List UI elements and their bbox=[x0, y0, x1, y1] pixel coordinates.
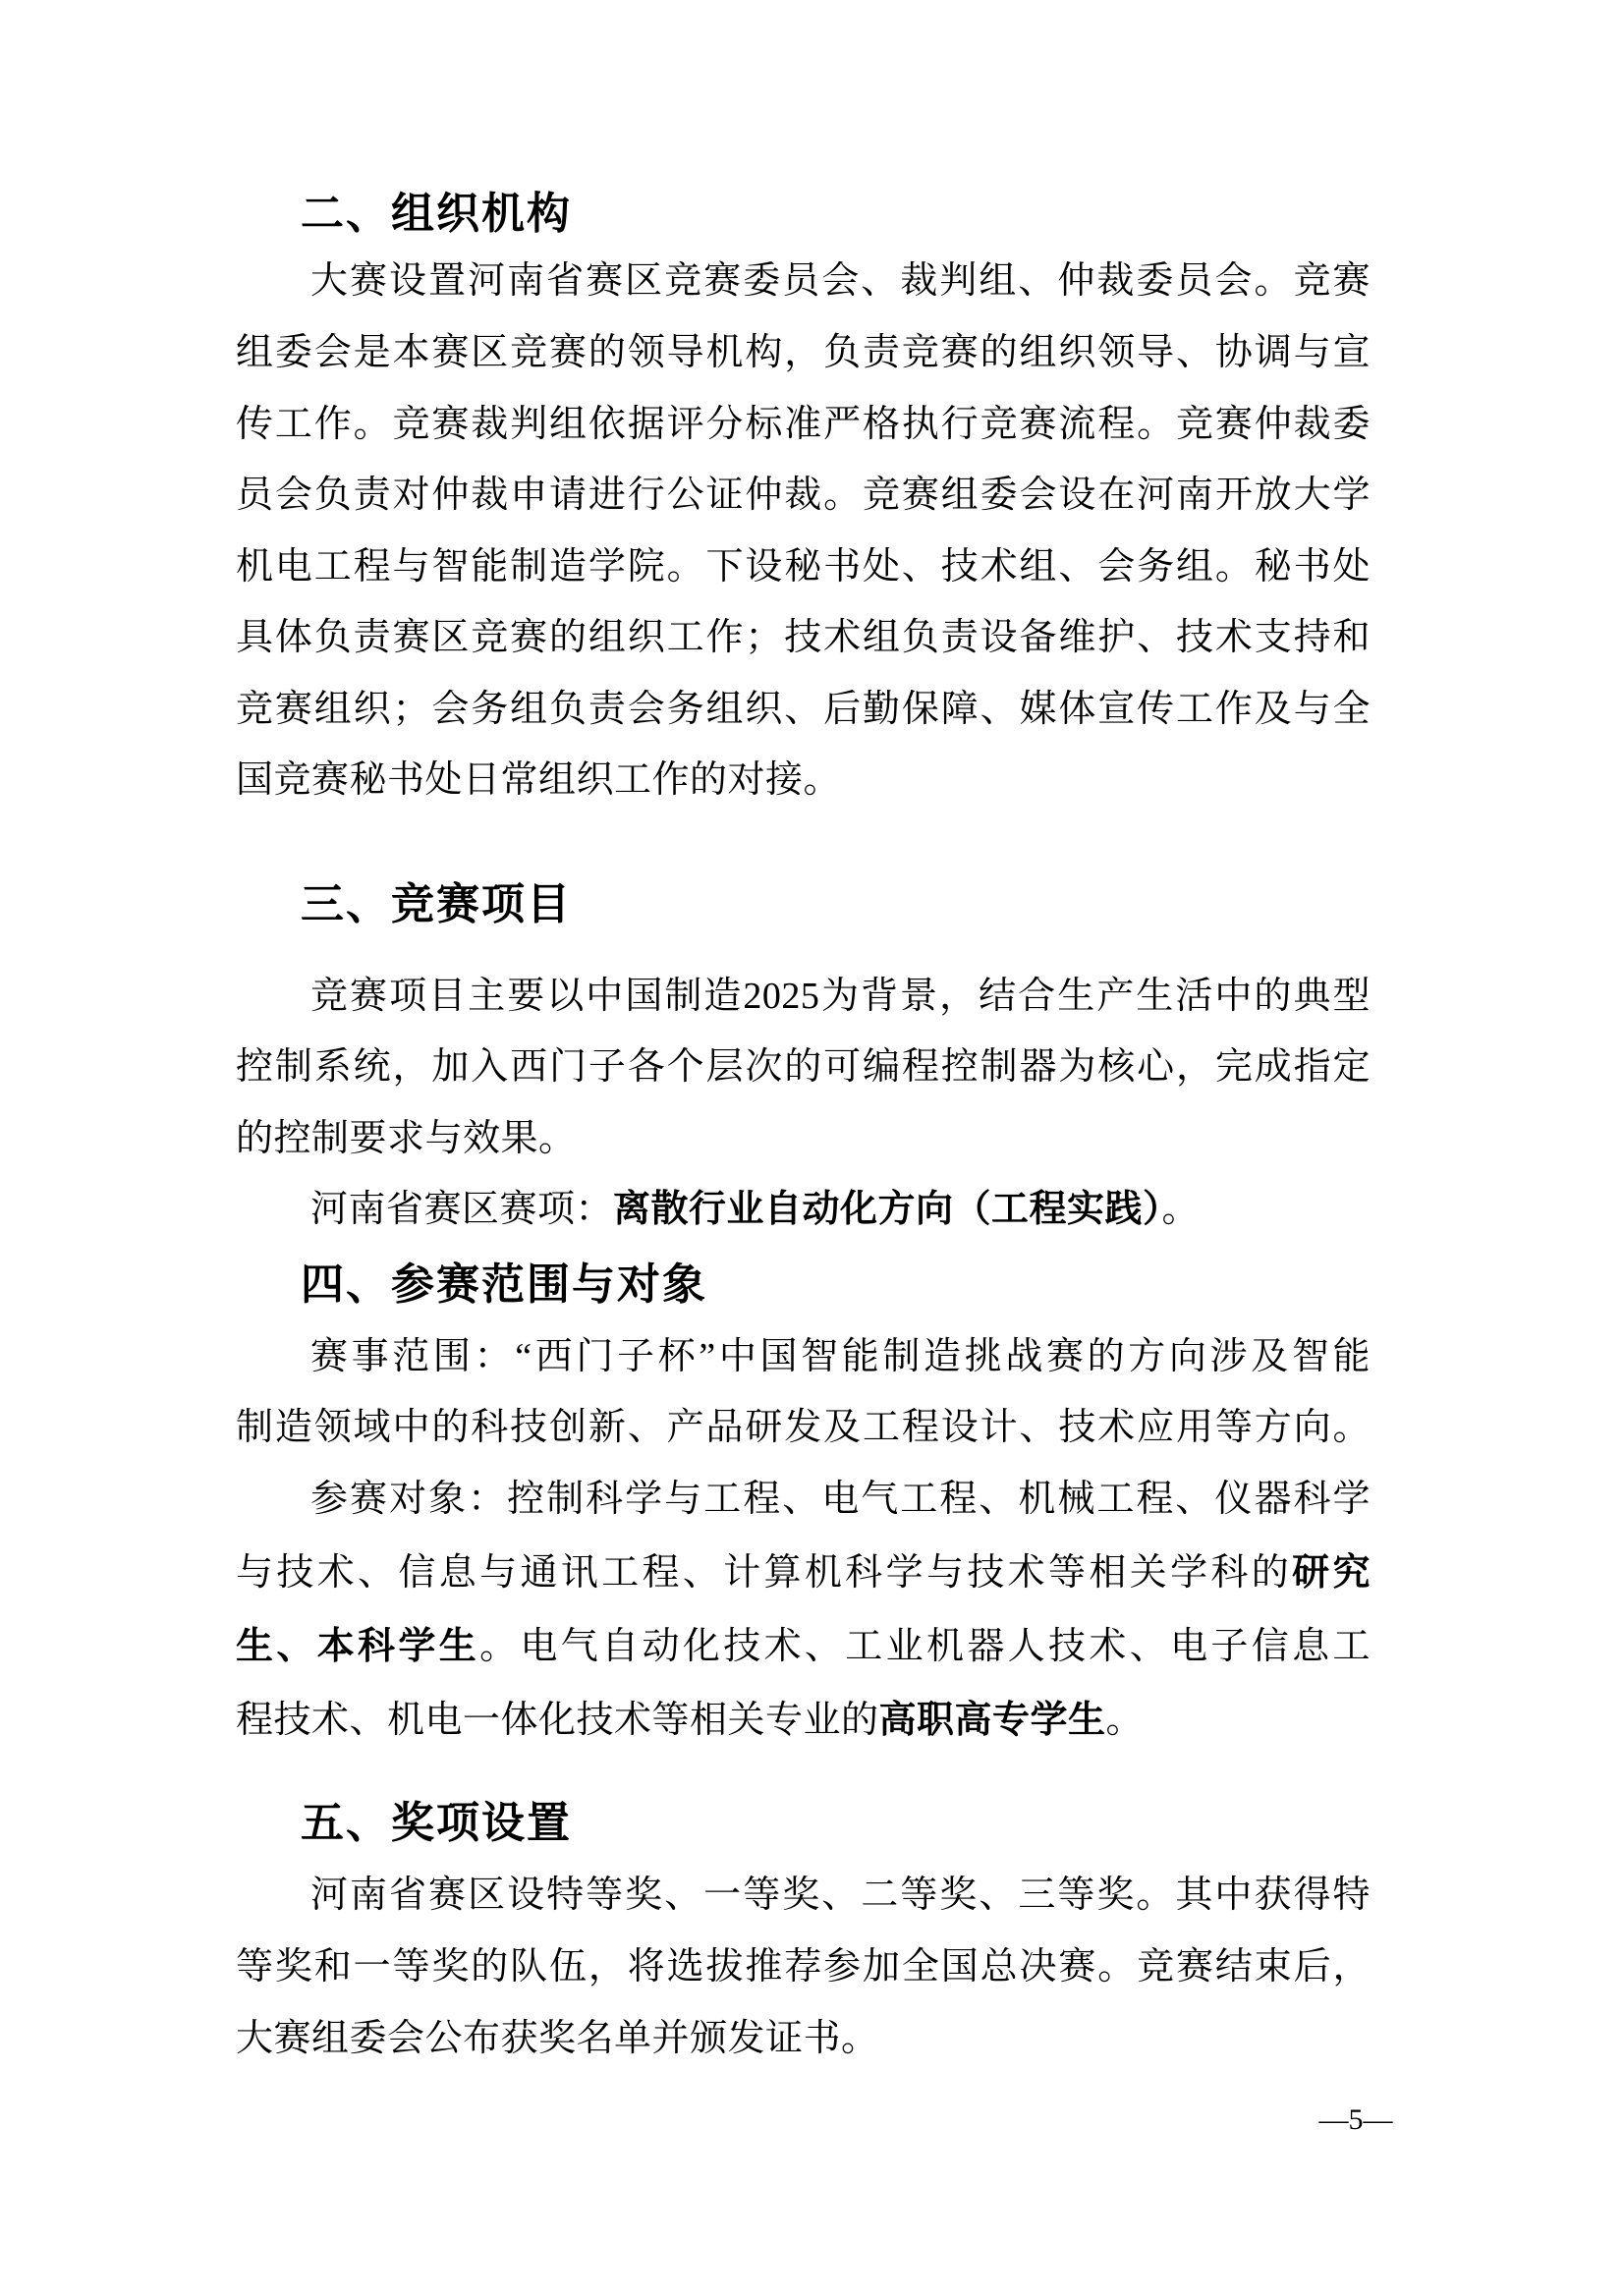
text-segment: 等奖和一等奖的队伍，将选拔推荐参加全国总决赛。竞赛结束后， bbox=[236, 1946, 1371, 1988]
text-line bbox=[236, 472, 1371, 521]
bold-text-segment: 三、竞赛项目 bbox=[301, 880, 572, 928]
text-segment: 与技术、信息与通讯工程、计算机科学与技术等相关学科的 bbox=[236, 1552, 1293, 1594]
text-segment: 制造领域中的科技创新、产品研发及工程设计、技术应用等方向。 bbox=[236, 1407, 1371, 1448]
text-segment: 。 bbox=[1161, 1189, 1201, 1230]
text-segment: 的控制要求与效果。 bbox=[236, 1118, 577, 1159]
text-line bbox=[236, 1943, 1371, 1992]
text-segment: 员会负责对仲裁申请进行公证仲裁。竞赛组委会设在河南开放大学 bbox=[236, 475, 1371, 516]
bold-text-segment: 生、本科学生 bbox=[236, 1626, 480, 1667]
text-line bbox=[236, 329, 1371, 378]
bold-text-segment: 四、参赛范围与对象 bbox=[301, 1260, 707, 1309]
text-line bbox=[236, 2015, 1371, 2064]
section-heading bbox=[236, 881, 1371, 930]
text-line bbox=[236, 614, 1371, 663]
text-segment: 竞赛组织；会务组负责会务组织、后勤保障、媒体宣传工作及与全 bbox=[236, 689, 1371, 730]
text-segment: 大赛设置河南省赛区竞赛委员会、裁判组、仲裁委员会。竞赛 bbox=[310, 260, 1371, 302]
text-line bbox=[236, 1043, 1371, 1092]
text-line bbox=[236, 1697, 1371, 1746]
text-segment: 。电气自动化技术、工业机器人技术、电子信息工 bbox=[479, 1626, 1371, 1667]
text-line bbox=[236, 1476, 1371, 1525]
bold-text-segment: 二、组织机构 bbox=[301, 190, 572, 238]
text-segment: 机电工程与智能制造学院。下设秘书处、技术组、会务组。秘书处 bbox=[236, 546, 1371, 588]
text-line bbox=[236, 401, 1371, 450]
bold-text-segment: 高职高专学生 bbox=[878, 1700, 1106, 1741]
bold-text-segment: 离散行业自动化方向（工程实践） bbox=[613, 1189, 1162, 1230]
text-segment: 程技术、机电一体化技术等相关专业的 bbox=[236, 1700, 879, 1741]
text-line bbox=[236, 1872, 1371, 1921]
bold-text-segment: 五、奖项设置 bbox=[301, 1799, 572, 1847]
section-heading bbox=[236, 1261, 1371, 1311]
text-line bbox=[236, 1549, 1371, 1598]
text-segment: 竞赛项目主要以中国制造2025为背景，结合生产生活中的典型 bbox=[310, 976, 1371, 1017]
text-segment: 河南省赛区赛项： bbox=[310, 1189, 614, 1230]
text-line bbox=[236, 973, 1371, 1022]
text-line bbox=[236, 1186, 1371, 1235]
text-segment: 参赛对象：控制科学与工程、电气工程、机械工程、仪器科学 bbox=[310, 1479, 1371, 1520]
text-line bbox=[236, 1333, 1371, 1382]
text-line bbox=[236, 257, 1371, 307]
text-segment: 国竞赛秘书处日常组织工作的对接。 bbox=[236, 759, 842, 801]
text-segment: 组委会是本赛区竞赛的领导机构，负责竞赛的组织领导、协调与宣 bbox=[236, 332, 1371, 373]
bold-text-segment: 研究 bbox=[1292, 1552, 1371, 1594]
text-line bbox=[236, 1404, 1371, 1453]
text-segment: 控制系统，加入西门子各个层次的可编程控制器为核心，完成指定 bbox=[236, 1046, 1371, 1088]
text-segment: 大赛组委会公布获奖名单并颁发证书。 bbox=[236, 2018, 879, 2059]
text-line bbox=[236, 543, 1371, 592]
text-segment: 传工作。竞赛裁判组依据评分标准严格执行竞赛流程。竞赛仲裁委 bbox=[236, 404, 1371, 445]
page-number: —5— bbox=[1318, 2103, 1393, 2136]
text-segment: 河南省赛区设特等奖、一等奖、二等奖、三等奖。其中获得特 bbox=[310, 1875, 1371, 1916]
text-line bbox=[236, 1623, 1371, 1672]
section-heading bbox=[236, 191, 1371, 240]
text-line bbox=[236, 1115, 1371, 1164]
text-segment: 赛事范围：“西门子杯”中国智能制造挑战赛的方向涉及智能 bbox=[310, 1336, 1371, 1377]
text-line bbox=[236, 686, 1371, 735]
text-segment: 具体负责赛区竞赛的组织工作；技术组负责设备维护、技术支持和 bbox=[236, 617, 1371, 658]
text-line bbox=[236, 756, 1371, 806]
section-heading bbox=[236, 1800, 1371, 1849]
text-segment: 。 bbox=[1105, 1700, 1145, 1741]
